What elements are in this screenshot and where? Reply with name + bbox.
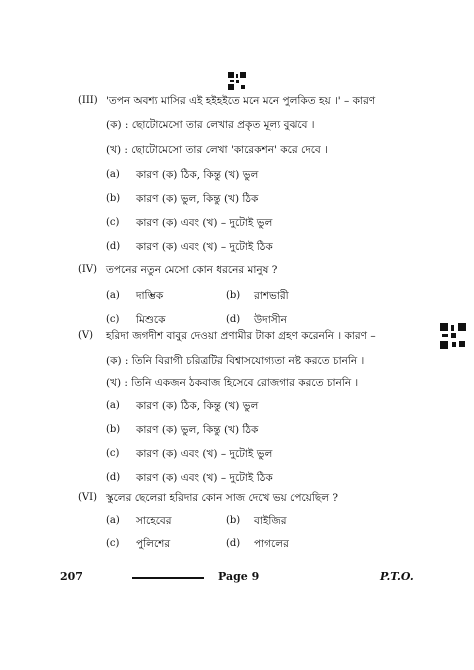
option-text: পাগলের — [254, 538, 289, 550]
statement-kh: (খ) : ছোটোমেসো তার লেখা 'কারেকশন' করে দেবে । — [106, 144, 328, 156]
option-label: (c) — [106, 448, 120, 459]
option-text: কারণ (ক) ভুল, কিন্তু (খ) ঠিক — [136, 193, 259, 205]
option-text: কারণ (ক) এবং (খ) – দুটোই ভুল — [136, 448, 273, 460]
paper-code: 207 — [60, 570, 83, 583]
option-text: পুলিশের — [136, 538, 171, 550]
option-text: কারণ (ক) এবং (খ) – দুটোই ঠিক — [136, 241, 273, 253]
option-text: উদাসীন — [254, 314, 287, 326]
option-label: (c) — [106, 217, 120, 228]
option-text: রাশভারী — [254, 290, 289, 302]
option-label: (a) — [106, 290, 120, 301]
qr-code-top — [228, 72, 246, 90]
question-number: (III) — [78, 95, 98, 106]
option-label: (d) — [106, 241, 121, 252]
question-number: (IV) — [78, 264, 97, 275]
option-label: (d) — [106, 472, 121, 483]
statement-k: (ক) : তিনি বিরাগী চরিত্রটির বিশ্বাসযোগ্যতা নষ্ট করতে চাননি । — [106, 355, 365, 367]
option-text: দাম্ভিক — [136, 290, 164, 302]
footer-rule — [132, 577, 204, 579]
option-label: (c) — [106, 538, 120, 549]
option-text: কারণ (ক) এবং (খ) – দুটোই ঠিক — [136, 472, 273, 484]
qr-code-side — [440, 323, 466, 349]
statement-kh: (খ) : তিনি একজন ঠকবাজ হিসেবে রোজগার করতে চাননি । — [106, 377, 359, 389]
option-label: (a) — [106, 169, 120, 180]
option-text: কারণ (ক) ঠিক, কিন্তু (খ) ভুল — [136, 400, 259, 412]
question-stem: তপনের নতুন মেসো কোন ধরনের মানুষ ? — [106, 264, 278, 276]
question-stem: হরিদা জগদীশ বাবুর দেওয়া প্রণামীর টাকা গ্রহণ করেননি । কারণ – — [106, 330, 376, 342]
option-label: (d) — [226, 538, 241, 549]
option-text: কারণ (ক) এবং (খ) – দুটোই ভুল — [136, 217, 273, 229]
option-label: (a) — [106, 400, 120, 411]
question-stem: স্কুলের ছেলেরা হরিদার কোন সাজ দেখে ভয় পেয়েছিল ? — [106, 492, 339, 504]
question-number: (VI) — [78, 492, 97, 503]
option-label: (b) — [226, 515, 241, 526]
option-text: বাইজির — [254, 515, 287, 527]
statement-k: (ক) : ছোটোমেসো তার লেখার প্রকৃত মূল্য বুঝবে । — [106, 119, 315, 131]
option-label: (d) — [226, 314, 241, 325]
option-text: কারণ (ক) ভুল, কিন্তু (খ) ঠিক — [136, 424, 259, 436]
pto-label: P.T.O. — [380, 570, 414, 583]
option-text: সাহেবের — [136, 515, 172, 527]
question-stem: 'তপন অবশ্য মাসির এই হইহইতে মনে মনে পুলকিত হয় ।' – কারণ — [106, 95, 376, 107]
option-text: মিশুকে — [136, 314, 166, 326]
option-label: (a) — [106, 515, 120, 526]
option-label: (b) — [106, 424, 121, 435]
option-text: কারণ (ক) ঠিক, কিন্তু (খ) ভুল — [136, 169, 259, 181]
option-label: (b) — [226, 290, 241, 301]
page-number: Page 9 — [218, 570, 260, 583]
question-number: (V) — [78, 330, 94, 341]
option-label: (c) — [106, 314, 120, 325]
option-label: (b) — [106, 193, 121, 204]
